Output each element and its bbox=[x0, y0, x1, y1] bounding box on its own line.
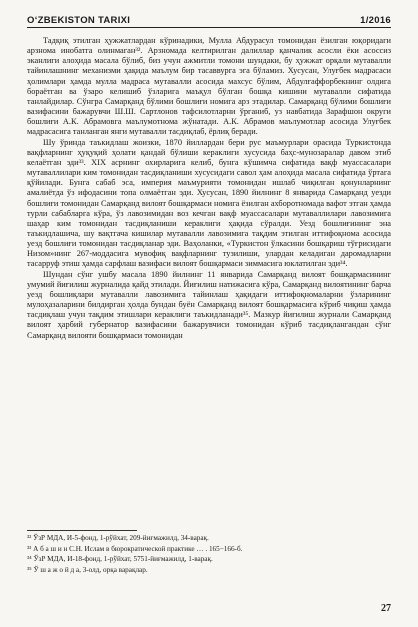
footnote: ³⁴ ЎзР МДА, И-18-фонд, 1-рўйхат, 5751-йиғмажилд, 1-варақ. bbox=[27, 555, 213, 564]
paragraph: Шундан сўнг ушбу масала 1890 йилнинг 11 январида Самарқанд вилоят бошқармасининг умумий йиғилиш журналида қайд этилади. Йиғилиш натижасига кўра, Самарқанд вилоятининг барча уезд бошлиқлари мутавалли лавозимига тайинлаш ҳақидаги иттифоқномаларни ўзларининг мулоҳазаларини билдирган ҳолда бундан буён Самарқанд вилоят бошқармасига кўриб чиқиш ҳамда тасдиқлаш учун тақдим этишлари кераклиги таъкидланади³⁵. Мазкур йиғилиш журнали Самарқанд вилоят ҳарбий губернатор вазифасини бажарувчиси томонидан кўриб тасдиқлангандан сўнг Самарқанд вилояти бошқармаси томонидан bbox=[27, 269, 391, 340]
page-number: 27 bbox=[381, 603, 391, 614]
paragraph: Шу ўринда таъкидлаш жоизки, 1870 йиллардан бери рус маъмурлари орасида Туркистонда вақфларнинг ҳуқуқий ҳолати қандай бўлиши кераклиги хусусида баҳс-мунозаралар давом этиб келаётган эди³³. XIX асрнинг охирларига келиб, бунга кўшимча сифатида вақф муассасалари мутаваллилари ким томонидан тасдиқланиши хусусидаги савол ҳам алоҳида масала сифатида ўртага қўйилади. Бунга сабаб эса, империя маъмурияти томонидан ишлаб чиқилган қонунларнинг амалиётда ўз ифодасини топа олмаётган эди. Хусусан, 1890 йилнинг 8 январида Самарқанд уезди бошлиғи томонидан Самарқанд вилоят бошқармаси номига ёзилган ахборотномада вафот этган ҳамда турли сабабларга кўра, ўз лавозимидан воз кечган вақф муассасалари мутаваллилари лавозимига шаҳар ким томонидан тасдиқланиши кераклиги ҳақида сўралди. Уезд бошлиғининг эна таъкидлашича, шу вақтгача кишилар мутавалли лавозимига тақдим этилган иттифоқнома асосида уезд бошлиғи томонидан тасдиқланар эди. Ваҳоланки, «Туркистон ўлкасини бошқариш тўғрисидаги Низом»нинг 267-моддасига мувофиқ вақфларнинг тузилиши, улардан келадиган даромадларни тасарруф этиш ҳамда сарфлаш вазифаси вилоят бошқармаси зиммасига юклатилган эди³⁴. bbox=[27, 137, 391, 269]
footnote: ³³ А б а ш и н С.Н. Ислам в бюрократической практике … . 165−166-б. bbox=[27, 544, 243, 553]
body-text bbox=[27, 36, 391, 341]
header-rule bbox=[27, 27, 391, 28]
running-header bbox=[27, 10, 391, 26]
issue-number: 1/2016 bbox=[360, 15, 391, 26]
footnote-rule bbox=[27, 530, 137, 531]
footnote: ³² ЎзР МДА, И-5-фонд, 1-рўйхат, 209-йиғмажилд, 34-варақ. bbox=[27, 534, 209, 542]
journal-title: O‘ZBEKISTON TARIXI bbox=[27, 15, 131, 26]
paragraph: Тадқиқ этилган ҳужжатлардан кўринадики, Мулла Абдурасул томонидан ёзилган юқоридаги арзнома инобатга олинмаган³². Арзномада келтирилган далиллар қанчалик асосли ёки асоссиз эканлиги алоҳида масала бўлиб, биз учун ажмитли томони шундаки, бу ҳужжат орқали мутавалли тайинлашнинг механизми ҳақида маълум бир тасаввурга эга бўламиз. Хусусан, Улуғбек мадрасаси ҳолимлари ҳамда мулла мадраса мутавалли асосида махсус бўлим, Абдулғаффорбекнинг олдига бораётган ва ўзаро келишиб ўзларига маъқул бўлган бошқа кишини мутавалли сифатида танлайдилар. Сўнгра Самарқанд бўлими бошлиғи номига арз этадилар. Самарқанд бўлими бошлиғи вазифасини бажарувчи Ш.Ш. Сартлонов тафсилотларни ўрганиб, уз навбатида Зарафшон округи бошлиғи А.К. Абрамовга маълумотнома жўнатади. А.К. Абрамов маълумотлар асосида Улуғбек мадрасасига танланган янги мутавалли тасдиқлаб, ёрлиқ беради. bbox=[27, 36, 391, 137]
footnotes bbox=[27, 533, 391, 575]
footnote: ³⁵ Ў ш а ж о й д а, 3-олд, орқа варақлар. bbox=[27, 565, 148, 574]
